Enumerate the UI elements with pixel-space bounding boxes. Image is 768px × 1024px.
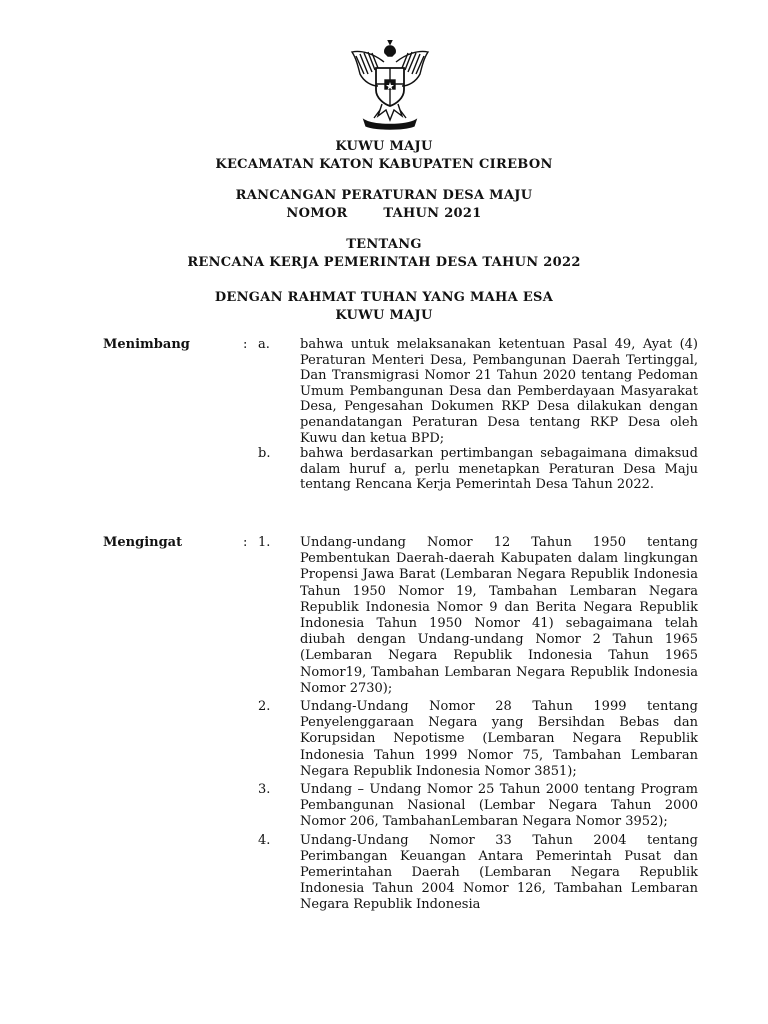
header-tentang: TENTANG [346, 237, 422, 252]
list-item [258, 782, 698, 831]
menimbang-list [258, 337, 698, 493]
header-rancangan: RANCANGAN PERATURAN DESA MAJU [235, 188, 533, 203]
item-number: b. [258, 446, 271, 462]
mengingat-colon: : [243, 535, 248, 550]
mengingat-list [258, 535, 698, 914]
header-rancangan-block [0, 187, 768, 223]
item-text: Undang-undang Nomor 12 Tahun 1950 tentang Pembentukan Daerah-daerah Kabupaten dalam lingkungan Propensi Jawa Barat (Lembaran Negara Republik Indonesia Tahun 1950 Nomor 19, Tambahan Lembaran Negara Republik Indonesia Nomor 9 dan Berita Negara Republik Indonesia Tahun 1950 Nomor 41) sebagaimana telah diubah dengan Undang-undang Nomor 2 Tahun 1965 (Lembaran Negara Republik Indonesia Tahun 1965 Nomor19, Tambahan Lembaran Negara Republik Indonesia Nomor 2730); [300, 535, 698, 696]
header-kuwu: KUWU MAJU [335, 139, 433, 154]
garuda-emblem-icon [344, 40, 436, 130]
item-text: Undang-Undang Nomor 33 Tahun 2004 tentang Perimbangan Keuangan Antara Pemerintah Pusat dan Pemerintahan Daerah (Lembaran Negara Republik Indonesia Tahun 2004 Nomor 126, Tambahan Lembaran Negara Republik Indonesia [300, 832, 698, 913]
item-text: Undang – Undang Nomor 25 Tahun 2000 tentang Program Pembangunan Nasional (Lembar Negara Tahun 2000 Nomor 206, TambahanLembaran Negara Nomor 3952); [300, 782, 698, 830]
item-number: 1. [258, 535, 271, 550]
item-number: 2. [258, 699, 271, 715]
header-nomor-line [0, 205, 768, 223]
header-rahmat-block [0, 289, 768, 325]
list-item [258, 535, 698, 697]
item-text: bahwa untuk melaksanakan ketentuan Pasal 49, Ayat (4) Peraturan Menteri Desa, Pembangunan Daerah Tertinggal, Dan Transmigrasi Nomor 21 Tahun 2020 tentang Pedoman Umum Pembangunan Desa dan Pemberdayaan Masyarakat Desa, Pengesahan Dokumen RKP Desa dilakukan dengan penandatangan Peraturan Desa tentang RKP Desa oleh Kuwu dan ketua BPD; [300, 337, 698, 446]
item-number: 4. [258, 832, 271, 848]
header-kuwu-repeat: KUWU MAJU [335, 308, 433, 323]
list-item [258, 337, 698, 446]
header-subject: RENCANA KERJA PEMERINTAH DESA TAHUN 2022 [187, 255, 581, 270]
header-kecamatan: KECAMATAN KATON KABUPATEN CIREBON [215, 157, 553, 172]
header-title-block [0, 138, 768, 174]
header-nomor-label: NOMOR [286, 206, 348, 221]
list-item [258, 833, 698, 914]
list-item [258, 446, 698, 493]
header-nomor-year: TAHUN 2021 [383, 206, 482, 221]
mengingat-label: Mengingat [103, 535, 183, 550]
item-number: 3. [258, 782, 271, 798]
item-number: a. [258, 337, 270, 352]
item-text: Undang-Undang Nomor 28 Tahun 1999 tentang Penyelenggaraan Negara yang Bersihdan Bebas dan Korupsidan Nepotisme (Lembaran Negara Republik Indonesia Tahun 1999 Nomor 75, Tambahan Lembaran Negara Republik Indonesia Nomor 3851); [300, 699, 698, 779]
header-tentang-block [0, 236, 768, 272]
list-item [258, 699, 698, 780]
item-text: bahwa berdasarkan pertimbangan sebagaimana dimaksud dalam huruf a, perlu menetapkan Peraturan Desa Maju tentang Rencana Kerja Pemerintah Desa Tahun 2022. [300, 446, 698, 493]
menimbang-label: Menimbang [103, 337, 190, 352]
menimbang-colon: : [243, 337, 248, 352]
header-rahmat: DENGAN RAHMAT TUHAN YANG MAHA ESA [214, 290, 554, 305]
